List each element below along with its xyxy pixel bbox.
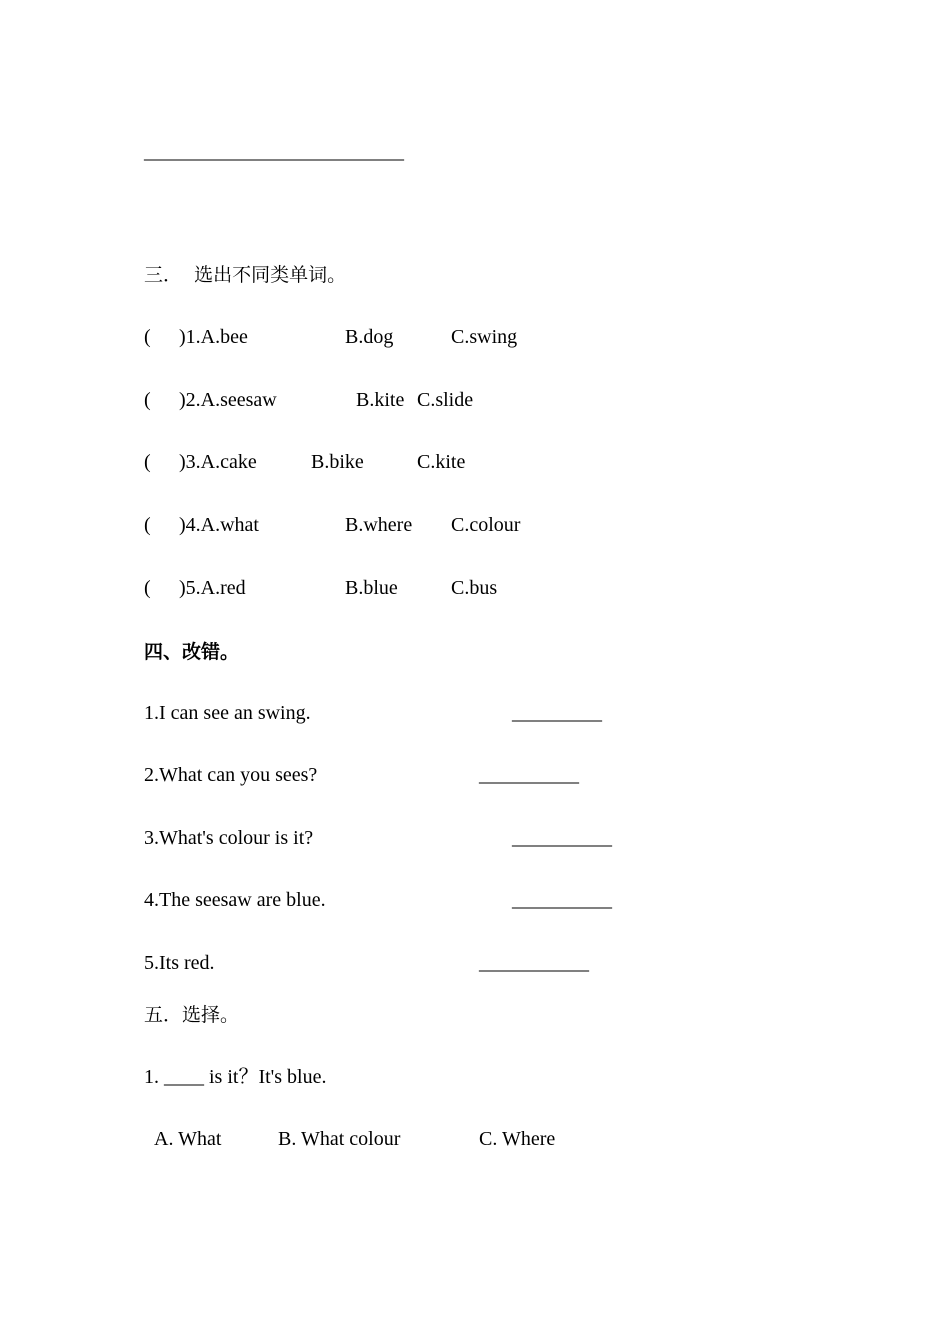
option-b: B.bike <box>311 451 364 473</box>
answer-paren[interactable]: ( <box>144 451 151 473</box>
option-c: C.bus <box>451 577 498 599</box>
question-1: 1. ____ is it？It's blue. <box>144 1066 327 1088</box>
option-c[interactable]: C. Where <box>479 1128 556 1150</box>
option-a: )2.A.seesaw <box>179 389 277 411</box>
option-a: )5.A.red <box>179 577 246 599</box>
section3-title: 三． 选出不同类单词。 <box>144 264 347 286</box>
answer-blank[interactable]: ___________ <box>479 952 589 974</box>
option-c: C.kite <box>417 451 466 473</box>
answer-blank[interactable]: __________ <box>512 889 612 911</box>
answer-blank[interactable]: __________ <box>512 827 612 849</box>
option-a: )4.A.what <box>179 514 259 536</box>
answer-blank[interactable]: _________ <box>512 702 602 724</box>
answer-blank[interactable]: __________ <box>479 764 579 786</box>
section5-title: 五．选择。 <box>144 1004 240 1026</box>
answer-paren[interactable]: ( <box>144 389 151 411</box>
error-sentence: 4.The seesaw are blue. <box>144 889 326 911</box>
answer-paren[interactable]: ( <box>144 514 151 536</box>
option-a[interactable]: A. What <box>154 1128 222 1150</box>
answer-paren[interactable]: ( <box>144 577 151 599</box>
option-a: )3.A.cake <box>179 451 257 473</box>
error-sentence: 3.What's colour is it? <box>144 827 314 849</box>
option-b[interactable]: B. What colour <box>278 1128 401 1150</box>
answer-paren[interactable]: ( <box>144 326 151 348</box>
error-sentence: 5.Its red. <box>144 952 215 974</box>
option-b: B.where <box>345 514 413 536</box>
option-c: C.swing <box>451 326 518 348</box>
option-c: C.colour <box>451 514 521 536</box>
option-b: B.kite <box>356 389 405 411</box>
error-sentence: 1.I can see an swing. <box>144 702 311 724</box>
option-c: C.slide <box>417 389 474 411</box>
option-a: )1.A.bee <box>179 326 248 348</box>
section4-title: 四、改错。 <box>144 641 240 663</box>
error-sentence: 2.What can you sees? <box>144 764 318 786</box>
option-b: B.blue <box>345 577 398 599</box>
top-answer-line: __________________________ <box>144 141 404 163</box>
option-b: B.dog <box>345 326 394 348</box>
